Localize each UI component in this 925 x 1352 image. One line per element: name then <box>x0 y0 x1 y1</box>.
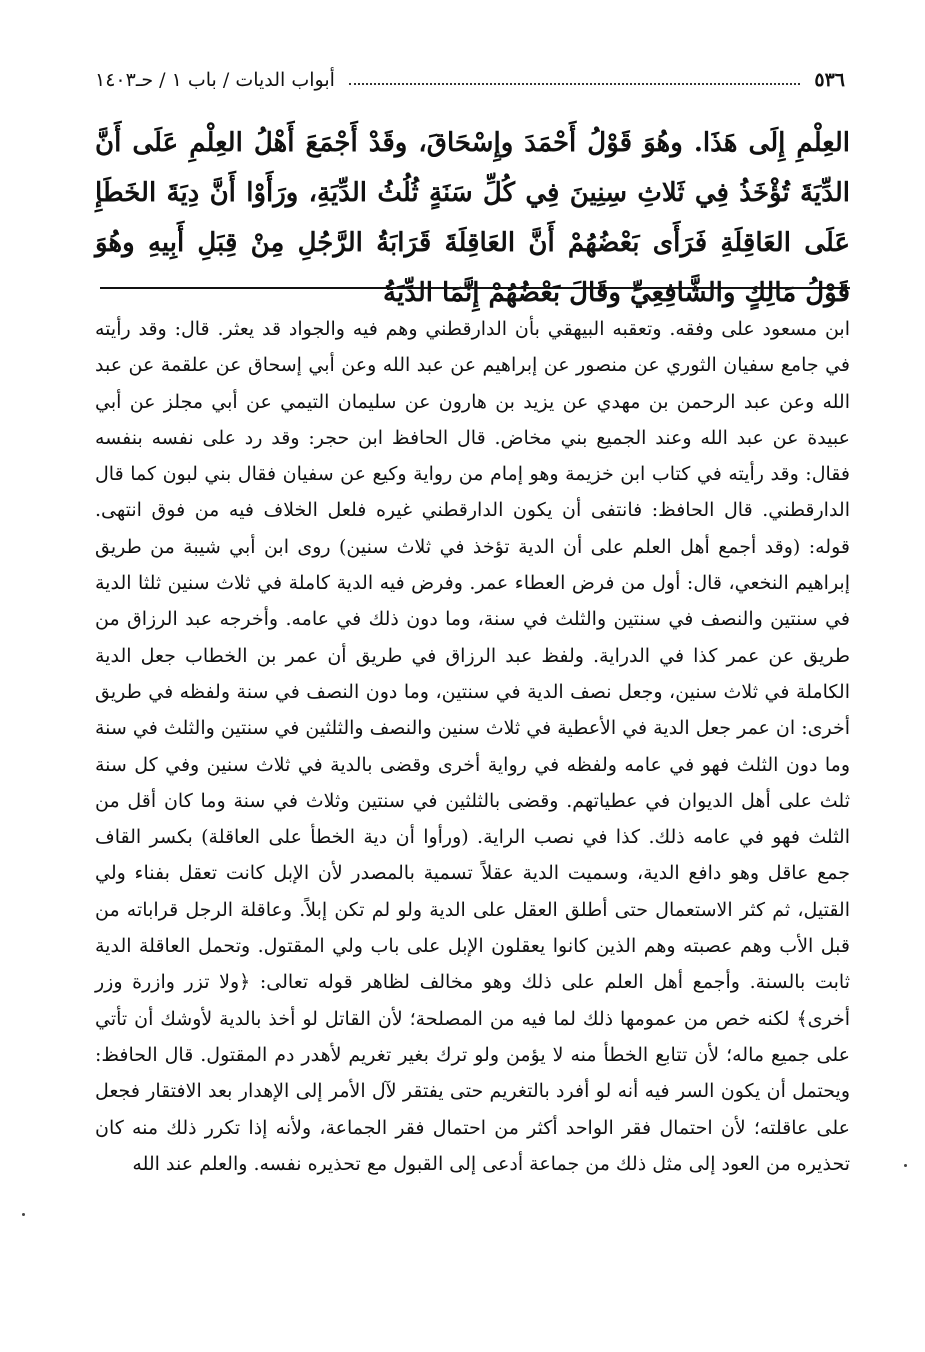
scan-speck <box>904 1164 907 1167</box>
scan-speck <box>22 1213 25 1216</box>
header-dotted-leader <box>349 83 800 85</box>
page-header <box>95 62 845 98</box>
commentary-text <box>95 311 850 1182</box>
commentary-paragraph: ابن مسعود على وفقه. وتعقبه البيهقي بأن الدارقطني وهم فيه والجواد قد يعثر. قال: وقد رأيته في جامع سفيان الثوري عن منصور عن إبراهيم عن عبد الله وعن أبي إسحاق عن علقمة عن عبد الله وعن عبد الرحمن بن مهدي عن يزيد بن هارون عن سليمان التيمي عن أبي مجلز عن أبي عبيدة عن عبد الله وعند الجميع بني مخاض. قال الحافظ ابن حجر: وقد رد على نفسه بنفسه فقال: وقد رأيته في كتاب ابن خزيمة وهو إمام من رواية وكيع عن سفيان فقال بني لبون كما قال الدارقطني. قال الحافظ: فانتفى أن يكون الدارقطني غيره فلعل الخلاف فيه من فوق انتهى. قوله: (وقد أجمع أهل العلم على أن الدية تؤخذ في ثلاث سنين) روى ابن أبي شيبة من طريق إبراهيم النخعي، قال: أول من فرض العطاء عمر. وفرض فيه الدية كاملة في ثلاث سنين ثلثا الدية في سنتين والنصف في سنتين والثلث في سنة، وما دون ذلك في عامه. وأخرجه عبد الرزاق من طريق عن عمر كذا في الدراية. ولفظ عبد الرزاق في طريق أن عمر بن الخطاب جعل الدية الكاملة في ثلاث سنين، وجعل نصف الدية في سنتين، وما دون النصف في سنة ولفظه في طريق أخرى: ان عمر جعل الدية في الأعطية في ثلاث سنين والنصف والثلثين في سنتين والثلث في سنة وما دون الثلث فهو في عامه ولفظه في رواية أخرى وقضى بالدية في ثلاث سنين وفي كل سنة ثلث على أهل الديوان في عطياتهم. وقضى بالثلثين في سنتين وثلاث في سنة وما كان أقل من الثلث فهو في عامه ذلك. كذا في نصب الراية. (ورأوا أن دية الخطأ على العاقلة) بكسر القاف جمع عاقل وهو دافع الدية، وسميت الدية عقلاً تسمية بالمصدر لأن الإبل كانت تعقل بفناء ولي القتيل، ثم كثر الاستعمال حتى أطلق العقل على الدية ولو لم تكن إبلاً. وعاقلة الرجل قراباته من قبل الأب وهم عصبته وهم الذين كانوا يعقلون الإبل على باب ولي المقتول. وتحمل العاقلة الدية ثابت بالسنة. وأجمع أهل العلم على ذلك وهو مخالف لظاهر قوله تعالى: ﴿ولا تزر وازرة وزر أخرى﴾ لكنه خص من عمومها ذلك لما فيه من المصلحة؛ لأن القاتل لو أخذ بالدية لأوشك أن تأتي على جميع ماله؛ لأن تتابع الخطأ منه لا يؤمن ولو ترك بغير تغريم لأهدر دم المقتول. قال الحافظ: ويحتمل أن يكون السر فيه أنه لو أفرد بالتغريم حتى يفتقر لآل الأمر إلى الإهدار بعد الافتقار فجعل على عاقلته؛ لأن احتمال فقر الواحد أكثر من احتمال فقر الجماعة، ولأنه إذا تكرر ذلك منه كان تحذيره من العود إلى مثل ذلك من جماعة أدعى إلى القبول مع تحذيره نفسه. والعلم عند الله <box>95 318 850 1175</box>
running-title: أبواب الديات / باب ١ / حـ١٤٠٣ <box>95 69 335 91</box>
main-text-paragraph: العِلْمِ إِلَى هَذَا. وهُوَ قَوْلُ أَحْمَدَ وإِسْحَاقَ، وقَدْ أَجْمَعَ أَهْلُ العِلْمِ عَلَى أَنَّ الدِّيَةَ تُؤْخَذُ فِي ثَلاثِ سِنِينَ فِي كُلِّ سَنَةٍ ثُلُثُ الدِّيَةِ، ورَأَوْا أَنَّ دِيَةَ الخَطَإِ عَلَى العَاقِلَةِ فَرَأَى بَعْضُهُمْ أَنَّ العَاقِلَةَ قَرَابَةُ الرَّجُلِ مِنْ قِبَلِ أَبِيهِ وهُوَ قَوْلُ مَالِكٍ والشَّافِعِيِّ وقَالَ بَعْضُهُمْ إِنَّمَا الدِّيَةُ <box>95 128 850 308</box>
section-divider <box>100 287 850 289</box>
page-number: ٥٣٦ <box>814 69 845 91</box>
